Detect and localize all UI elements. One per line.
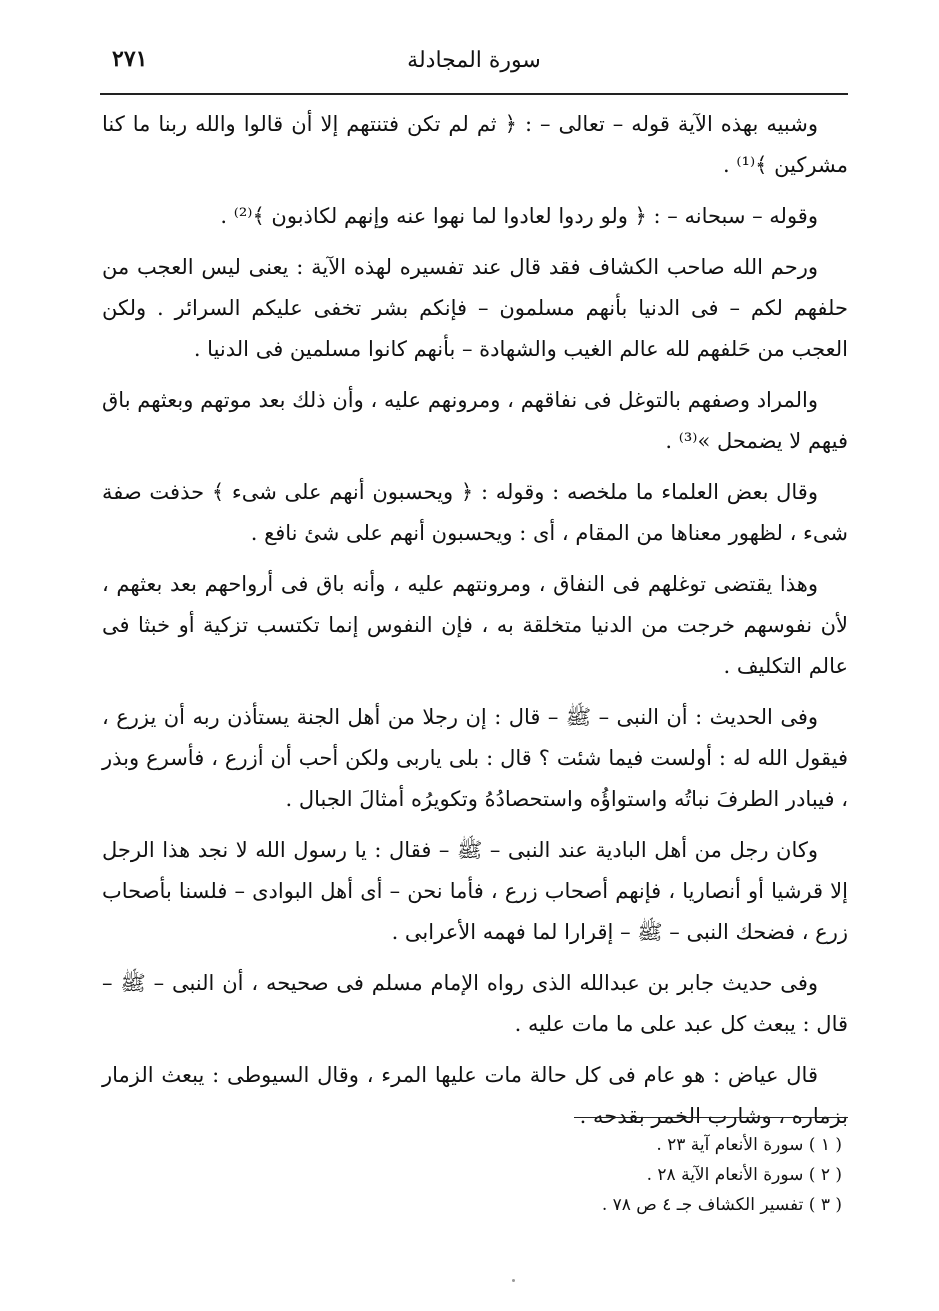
footnote-1: ( ١ ) سورة الأنعام آية ٢٣ .	[656, 1135, 842, 1155]
header-divider	[100, 93, 848, 95]
footnote-3: ( ٣ ) تفسير الكشاف جـ ٤ ص ٧٨ .	[601, 1195, 842, 1215]
paragraph-9: وفى حديث جابر بن عبدالله الذى رواه الإمام مسلم فى صحيحه ، أن النبى – ﷺ – قال : يبعث كل عبد على ما مات عليه .	[102, 971, 848, 1036]
paragraph-3: ورحم الله صاحب الكشاف فقد قال عند تفسيره لهذه الآية : يعنى ليس العجب من حلفهم لكم – فى الدنيا بأنهم مسلمون – فإنكم بشر تخفى عليكم السرائر . ولكن العجب من حَلفهم لله عالم الغيب والشهادة – بأنهم كانوا مسلمين فى الدنيا .	[102, 255, 848, 361]
paragraph-10: قال عياض : هو عام فى كل حالة مات عليها المرء ، وقال السيوطى : يبعث الزمار بزماره ، وشارب الخمر بقدحه .	[102, 1063, 848, 1128]
footnotes	[520, 1130, 842, 1220]
footnote-2: ( ٢ ) سورة الأنعام الآية ٢٨ .	[646, 1165, 842, 1185]
paragraph-7: وفى الحديث : أن النبى – ﷺ – قال : إن رجلا من أهل الجنة يستأذن ربه أن يزرع ، فيقول الله له : أولست فيما شئت ؟ قال : بلى ياربى ولكن أحب أن أزرع ، فأسرع وبذر ، فيبادر الطرفَ نباتُه واستواؤُه واستحصادُهُ وتكويرُه أمثالَ الجبال .	[102, 705, 848, 811]
paragraph-2: وقوله – سبحانه – : ﴿ ولو ردوا لعادوا لما نهوا عنه وإنهم لكاذبون ﴾⁽²⁾ .	[220, 204, 818, 228]
page-number: ٢٧١	[112, 46, 148, 72]
paragraph-6: وهذا يقتضى توغلهم فى النفاق ، ومرونتهم عليه ، وأنه باق فى أرواحهم بعد بعثهم ، لأن نفوسهم خرجت من الدنيا متخلقة به ، فإن النفوس إنما تكتسب تزكية أو خبثا فى عالم التكليف .	[102, 572, 848, 678]
paragraph-5: وقال بعض العلماء ما ملخصه : وقوله : ﴿ ويحسبون أنهم على شىء ﴾ حذفت صفة شىء ، لظهور معناها من المقام ، أى : ويحسبون أنهم على شئ نافع .	[102, 480, 848, 545]
page-header	[100, 46, 848, 94]
paragraph-4: والمراد وصفهم بالتوغل فى نفاقهم ، ومرونهم عليه ، وأن ذلك بعد موتهم وبعثهم باق فيهم لا يضمحل »⁽³⁾ .	[102, 388, 848, 453]
main-text	[102, 104, 848, 1146]
footnote-divider	[574, 1117, 848, 1118]
paragraph-8: وكان رجل من أهل البادية عند النبى – ﷺ – فقال : يا رسول الله لا نجد هذا الرجل إلا قرشيا أو أنصاريا ، فإنهم أصحاب زرع ، فأما نحن – أى أهل البوادى – فلسنا بأصحاب زرع ، فضحك النبى – ﷺ – إقرارا لما فهمه الأعرابى .	[102, 838, 848, 944]
running-title: سورة المجادلة	[407, 48, 541, 73]
paragraph-1: وشبيه بهذه الآية قوله – تعالى – : ﴿ ثم لم تكن فتنتهم إلا أن قالوا والله ربنا ما كنا مشركين ﴾⁽¹⁾ .	[102, 112, 848, 177]
scan-speck	[512, 1279, 515, 1282]
